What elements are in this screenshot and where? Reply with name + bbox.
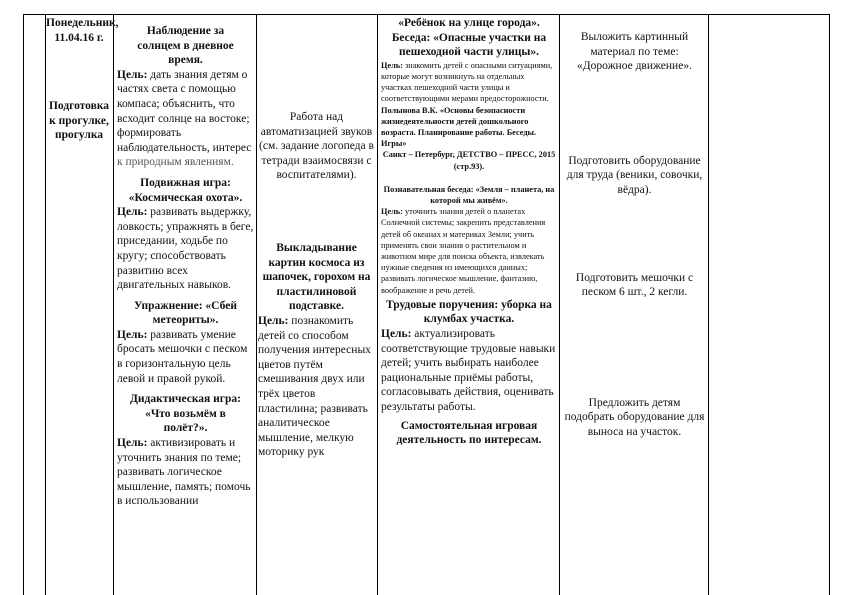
cognitive-talk-goal bbox=[381, 206, 557, 296]
talk-goal bbox=[381, 60, 557, 105]
goal-text: уточнить знания детей о планетах Солнечной системы; закрепить представления детей об океанах и материках Земли; учить применять свои знания о растительном и животном мире для поиска объекта, извлекать нужные сведения из имеющихся данных; развивать логическое мышление, фантазию, воображение и речь детей. bbox=[381, 207, 546, 295]
activities-cell bbox=[117, 24, 254, 509]
goal-label: Цель: bbox=[381, 207, 403, 217]
craft-title: Выкладывание картин космоса из шапочек, горохом на пластилиновой подставке. bbox=[262, 241, 371, 313]
col-divider-5 bbox=[708, 14, 709, 595]
didactic-game-title: Дидактическая игра: «Что возьмём в полёт?». bbox=[130, 393, 241, 435]
prep-visuals: Выложить картинный материал по теме: «Дорожное движение». bbox=[577, 31, 692, 73]
prep-labor-equipment: Подготовить оборудование для труда (веники, совочки, вёдра). bbox=[566, 154, 703, 196]
goal-label: Цель: bbox=[258, 314, 289, 327]
goal-text: дать знания детям о частях света с помощью компаса; объяснить, что всходит солнце на востоке; формировать наблюдательность, интерес bbox=[117, 68, 252, 154]
labor-goal bbox=[381, 327, 557, 415]
goal-text-tail: к природным явлениям. bbox=[117, 156, 234, 169]
goal-text: развивать выдержку, ловкость; упражнять в беге, приседании, ходьбе по кругу; способствовать развитию всех двигательных навыков. bbox=[117, 206, 254, 292]
outdoor-game-title: Подвижная игра: «Космическая охота». bbox=[128, 176, 243, 204]
craft-goal bbox=[258, 314, 375, 460]
exercise-goal bbox=[117, 328, 254, 386]
day-section: Подготовка к прогулке, прогулка bbox=[48, 100, 110, 142]
goal-text: знакомить детей с опасными ситуациями, которые могут возникнуть на отдельных участках пешеходной части улицы и соответствующими мерами предосторожности. bbox=[381, 60, 553, 104]
day-date: Понедельник, 11.04.16 г. bbox=[46, 17, 119, 44]
talk-title: «Ребёнок на улице города». Беседа: «Опасные участки на пешеходной части улицы». bbox=[391, 17, 547, 59]
individual-work-cell bbox=[258, 110, 375, 460]
goal-label: Цель: bbox=[381, 60, 403, 70]
joint-activity-cell bbox=[381, 16, 557, 448]
goal-text: актуализировать соответствующие трудовые навыки детей; учить выбирать наиболее рациональные приёмы работы, согласовывать действия, оценивать результаты работы. bbox=[381, 328, 556, 413]
goal-label: Цель: bbox=[117, 206, 148, 219]
independent-play-title: Самостоятельная игровая деятельность по интересам. bbox=[396, 419, 542, 447]
outdoor-game-goal bbox=[117, 205, 254, 293]
goal-text: познакомить детей со способом получения интересных цветов путём смешивания двух или трёх цветов пластилина; развивать аналитическое мышление, мелкую моторику рук bbox=[258, 314, 371, 459]
table-border-left-outer bbox=[23, 14, 24, 595]
didactic-game-goal bbox=[117, 436, 254, 509]
observation-goal bbox=[117, 68, 254, 170]
cognitive-talk-title: Познавательная беседа: «Земля – планета, на которой мы живём». bbox=[383, 184, 555, 206]
observation-title: Наблюдение за солнцем в дневное время. bbox=[137, 25, 234, 67]
col-divider-3 bbox=[377, 14, 378, 595]
col-divider-1 bbox=[113, 14, 114, 595]
col-divider-6 bbox=[829, 14, 830, 595]
sound-work-text: Работа над автоматизацией звуков (см. задание логопеда в тетради взаимосвязи с воспитателями). bbox=[259, 111, 374, 182]
prep-sandbags: Подготовить мешочки с песком 6 шт., 2 кегли. bbox=[575, 271, 694, 299]
goal-label: Цель: bbox=[117, 328, 148, 341]
environment-cell bbox=[563, 30, 706, 440]
col-divider-4 bbox=[559, 14, 560, 595]
goal-label: Цель: bbox=[117, 437, 148, 450]
goal-text: активизировать и уточнить знания по теме; развивать логическое мышление, память; помочь в использовании bbox=[117, 437, 251, 508]
talk-reference-publisher: Санкт – Петербург, ДЕТСТВО – ПРЕСС, 2015 (стр.93). bbox=[382, 150, 556, 171]
goal-label: Цель: bbox=[117, 68, 148, 81]
exercise-title: Упражнение: «Сбей метеориты». bbox=[134, 299, 237, 327]
goal-label: Цель: bbox=[381, 328, 412, 341]
labor-title: Трудовые поручения: уборка на клумбах участка. bbox=[386, 298, 552, 326]
prep-outdoor-equipment: Предложить детям подобрать оборудование для выноса на участок. bbox=[564, 396, 705, 438]
goal-text: развивать умение бросать мешочки с песком в горизонтальную цель левой и правой рукой. bbox=[117, 328, 248, 385]
col-divider-2 bbox=[256, 14, 257, 595]
day-cell bbox=[46, 16, 119, 143]
talk-reference-author: Полынова В.К. «Основы безопасности жизнедеятельности детей дошкольного возраста. Планирование работы. Беседы. Игры» bbox=[381, 105, 537, 149]
